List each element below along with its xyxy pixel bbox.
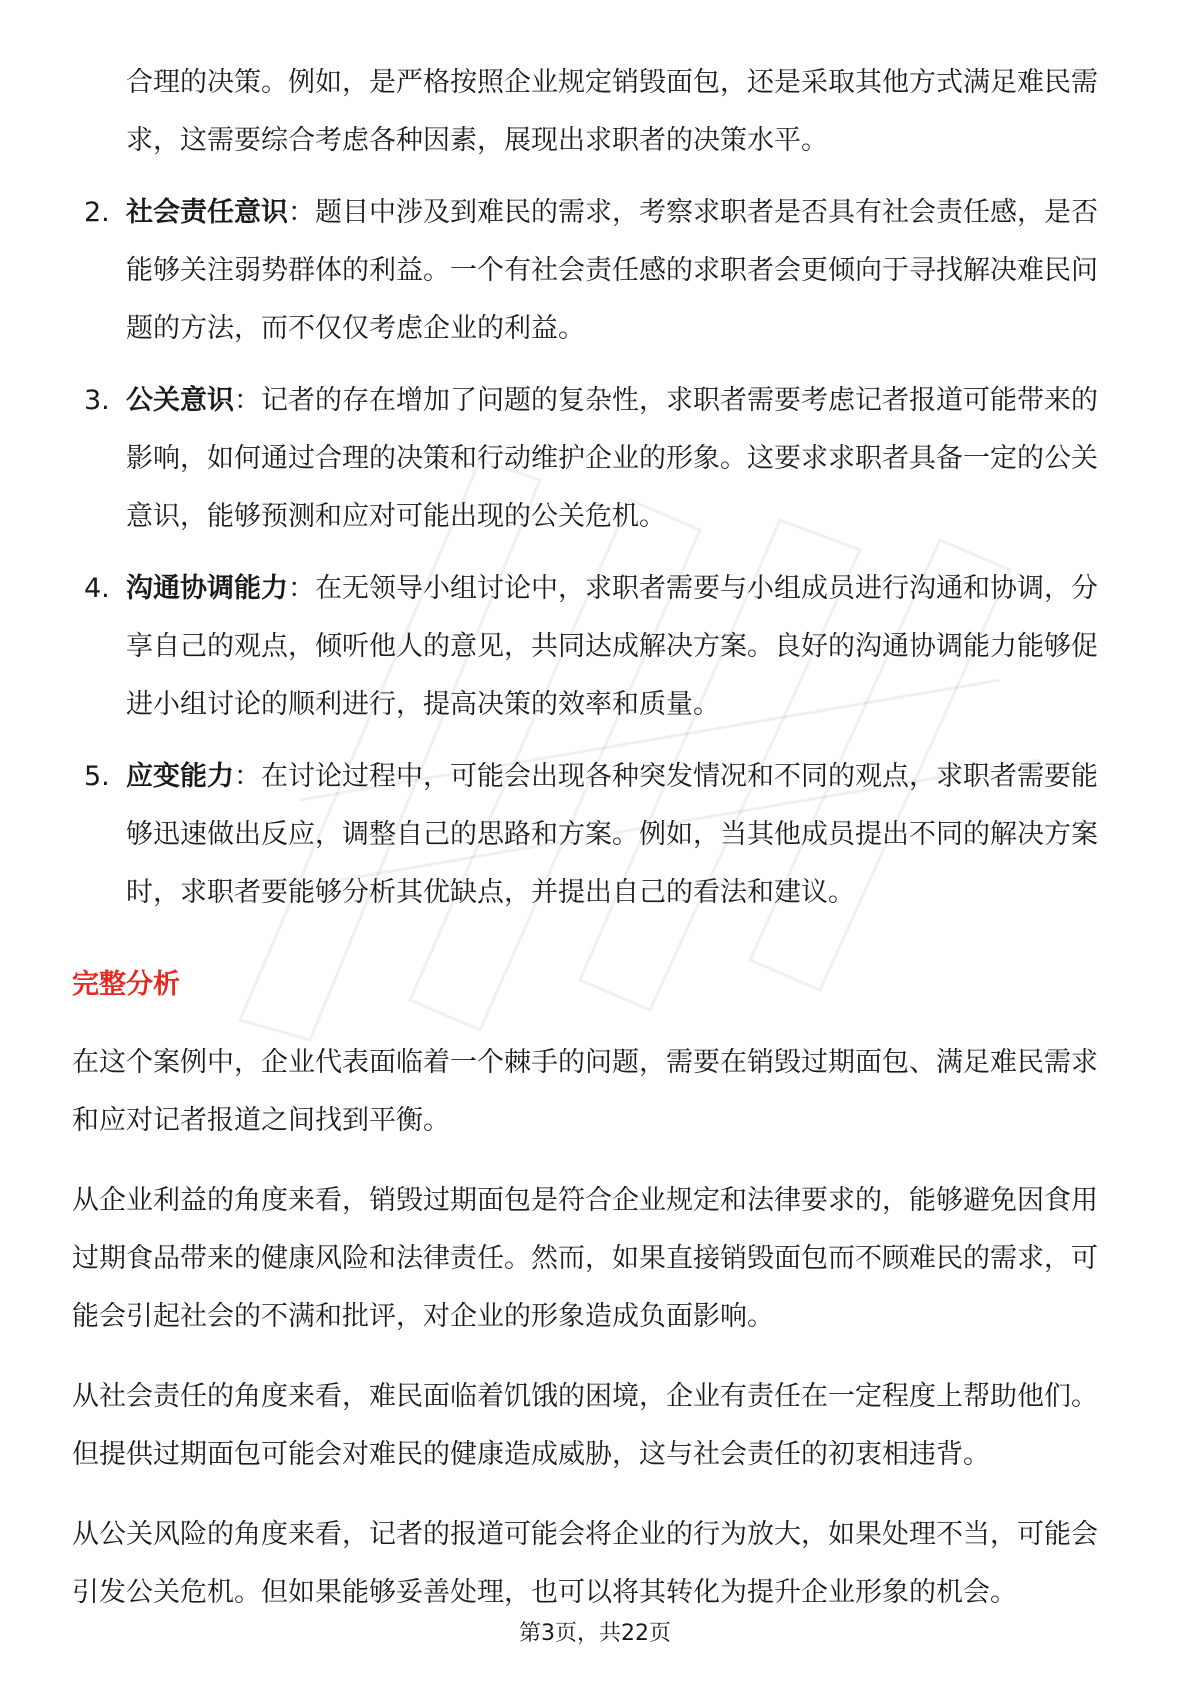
list-item bbox=[72, 748, 1118, 922]
content-area bbox=[72, 54, 1118, 1622]
page-number-footer: 第3页，共22页 bbox=[519, 1621, 671, 1646]
list-item bbox=[72, 372, 1118, 546]
continued-paragraph: 合理的决策。例如，是严格按照企业规定销毁面包，还是采取其他方式满足难民需求，这需要综合考虑各种因素，展现出求职者的决策水平。 bbox=[126, 67, 1098, 156]
body-paragraph: 从企业利益的角度来看，销毁过期面包是符合企业规定和法律要求的，能够避免因食用过期食品带来的健康风险和法律责任。然而，如果直接销毁面包而不顾难民的需求，可能会引起社会的不满和批评，对企业的形象造成负面影响。 bbox=[72, 1185, 1098, 1332]
list-term: 沟通协调能力 bbox=[126, 573, 288, 604]
body-paragraph: 从公关风险的角度来看，记者的报道可能会将企业的行为放大，如果处理不当，可能会引发公关危机。但如果能够妥善处理，也可以将其转化为提升企业形象的机会。 bbox=[72, 1519, 1098, 1608]
list-term: 公关意识 bbox=[126, 385, 234, 416]
list-number: 3. bbox=[84, 385, 110, 416]
list-text: ：题目中涉及到难民的需求，考察求职者是否具有社会责任感，是否能够关注弱势群体的利益。一个有社会责任感的求职者会更倾向于寻找解决难民问题的方法，而不仅仅考虑企业的利益。 bbox=[126, 197, 1098, 344]
list-term: 应变能力 bbox=[126, 761, 234, 792]
list-item bbox=[72, 184, 1118, 358]
list-item bbox=[72, 560, 1118, 734]
body-paragraph: 在这个案例中，企业代表面临着一个棘手的问题，需要在销毁过期面包、满足难民需求和应对记者报道之间找到平衡。 bbox=[72, 1047, 1098, 1136]
evaluation-points-list bbox=[72, 184, 1118, 922]
list-text: ：在无领导小组讨论中，求职者需要与小组成员进行沟通和协调，分享自己的观点，倾听他人的意见，共同达成解决方案。良好的沟通协调能力能够促进小组讨论的顺利进行，提高决策的效率和质量。 bbox=[126, 573, 1098, 720]
list-number: 4. bbox=[84, 573, 110, 604]
list-term: 社会责任意识 bbox=[126, 197, 288, 228]
body-paragraph: 从社会责任的角度来看，难民面临着饥饿的困境，企业有责任在一定程度上帮助他们。但提供过期面包可能会对难民的健康造成威胁，这与社会责任的初衷相违背。 bbox=[72, 1381, 1098, 1470]
list-number: 2. bbox=[84, 197, 110, 228]
list-text: ：在讨论过程中，可能会出现各种突发情况和不同的观点，求职者需要能够迅速做出反应，调整自己的思路和方案。例如，当其他成员提出不同的解决方案时，求职者要能够分析其优缺点，并提出自己的看法和建议。 bbox=[126, 761, 1098, 908]
list-number: 5. bbox=[84, 761, 110, 792]
section-heading: 完整分析 bbox=[72, 969, 180, 1000]
list-text: ：记者的存在增加了问题的复杂性，求职者需要考虑记者报道可能带来的影响，如何通过合理的决策和行动维护企业的形象。这要求求职者具备一定的公关意识，能够预测和应对可能出现的公关危机。 bbox=[126, 385, 1098, 532]
